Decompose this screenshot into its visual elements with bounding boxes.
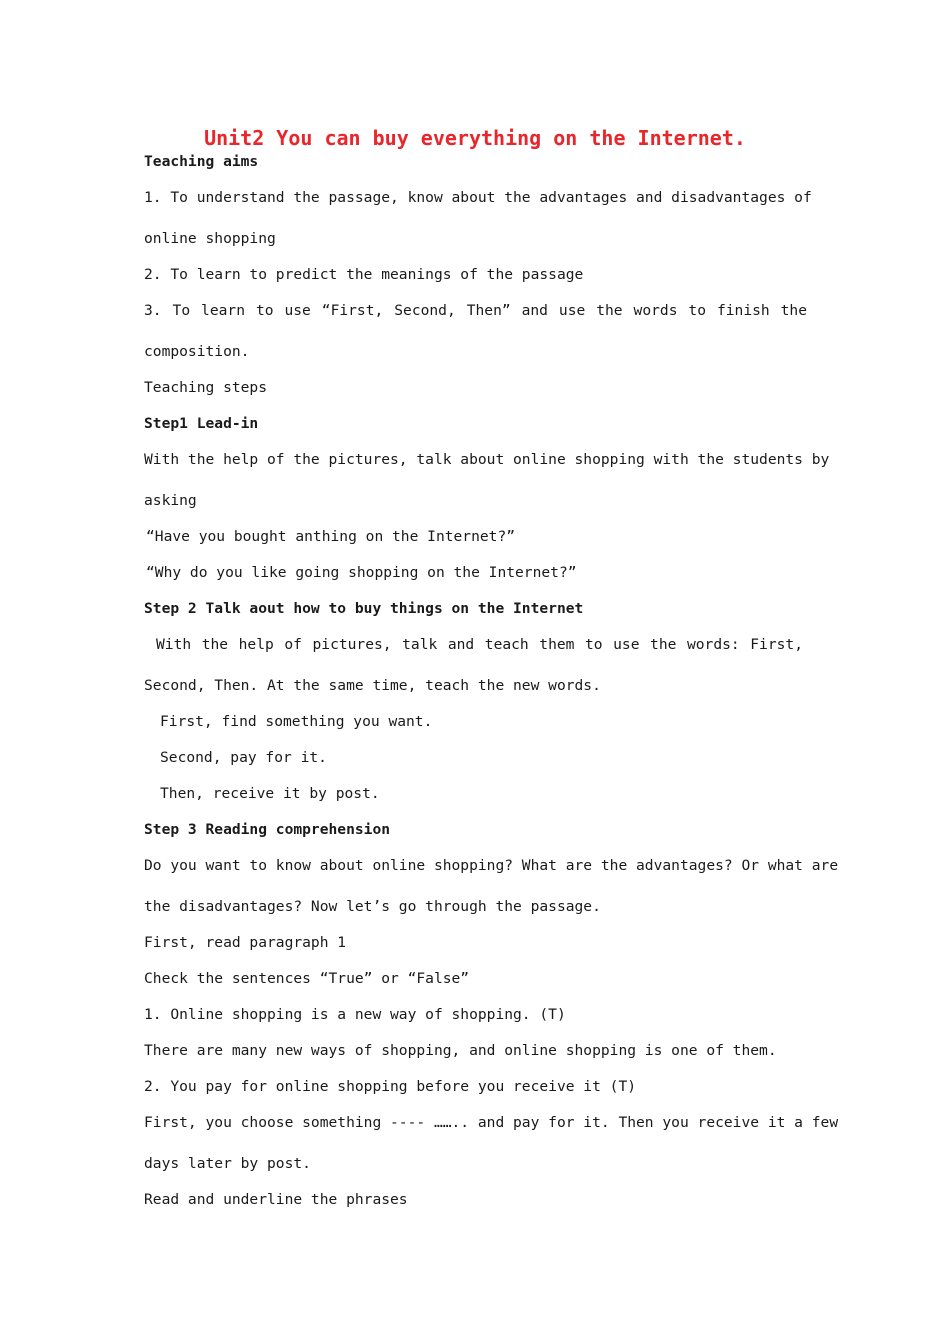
text-line: Check the sentences “True” or “False”: [144, 970, 470, 987]
heading-step-1: Step1 Lead-in: [144, 415, 259, 432]
text-line: Second, Then. At the same time, teach the new words.: [144, 677, 601, 694]
heading-step-2: Step 2 Talk aout how to buy things on the Internet: [144, 600, 584, 617]
text-line: With the help of pictures, talk and teach them to use the words: First,: [156, 636, 803, 653]
text-line: 1. Online shopping is a new way of shopping. (T): [144, 1006, 566, 1023]
heading-teaching-aims: Teaching aims: [144, 153, 259, 170]
text-line: 2. To learn to predict the meanings of the passage: [144, 266, 584, 283]
text-line: Teaching steps: [144, 379, 268, 396]
text-line: the disadvantages? Now let’s go through the passage.: [144, 898, 601, 915]
text-line: 1. To understand the passage, know about the advantages and disadvantages of: [144, 189, 812, 206]
text-line: First, find something you want.: [160, 713, 433, 730]
text-line: With the help of the pictures, talk about online shopping with the students by: [144, 451, 830, 468]
text-line: online shopping: [144, 230, 276, 247]
text-line: 3. To learn to use “First, Second, Then” and use the words to finish the: [144, 302, 807, 319]
text-line: asking: [144, 492, 197, 509]
text-line: composition.: [144, 343, 250, 360]
text-line: Then, receive it by post.: [160, 785, 380, 802]
text-line: There are many new ways of shopping, and online shopping is one of them.: [144, 1042, 777, 1059]
text-line: Read and underline the phrases: [144, 1191, 408, 1208]
document-title: Unit2 You can buy everything on the Internet.: [204, 126, 746, 150]
heading-step-3: Step 3 Reading comprehension: [144, 821, 391, 838]
text-line: First, you choose something ---- …….. and pay for it. Then you receive it a few: [144, 1114, 839, 1131]
text-line: First, read paragraph 1: [144, 934, 347, 951]
text-line: Second, pay for it.: [160, 749, 327, 766]
quote-line: “Have you bought anthing on the Internet?”: [146, 528, 516, 545]
text-line: Do you want to know about online shopping? What are the advantages? Or what are: [144, 857, 839, 874]
quote-line: “Why do you like going shopping on the Internet?”: [146, 564, 577, 581]
text-line: days later by post.: [144, 1155, 311, 1172]
text-line: 2. You pay for online shopping before you receive it (T): [144, 1078, 637, 1095]
